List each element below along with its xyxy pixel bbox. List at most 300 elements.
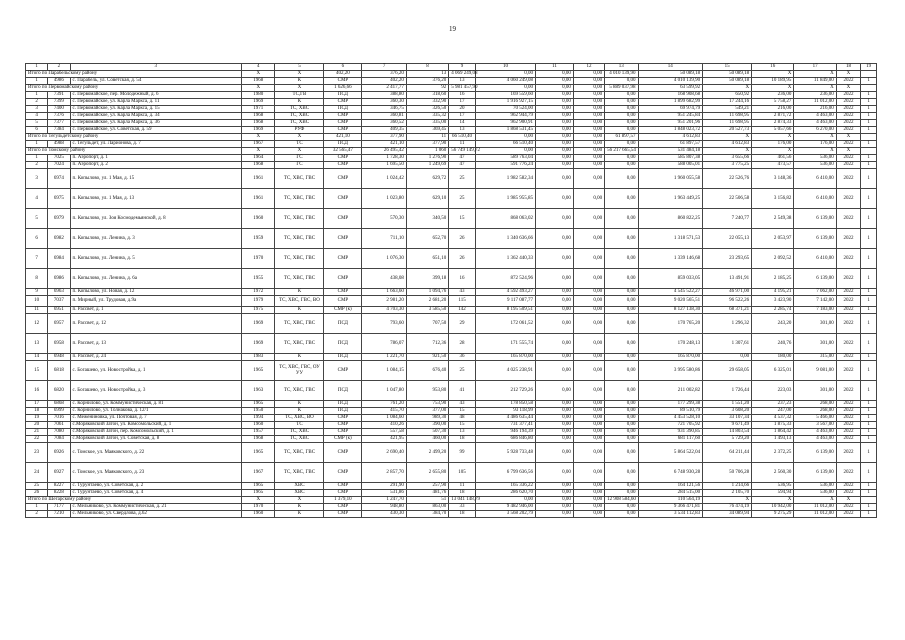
table-cell: 236,00 <box>752 92 794 99</box>
table-cell: 0,00 <box>573 361 604 381</box>
table-cell: 28 <box>449 334 476 354</box>
table-cell: 0,00 <box>536 189 574 209</box>
table-cell: 11 012,00 <box>794 511 836 518</box>
table-cell: 1 <box>861 296 877 307</box>
table-cell: СМР <box>324 511 362 518</box>
table-cell: 2022 <box>836 436 861 443</box>
table-cell: 1 249,69 <box>406 162 448 169</box>
table-cell: 1969 <box>242 99 275 106</box>
column-number-cell: 11 <box>536 64 574 71</box>
table-cell: 7377 <box>48 120 70 127</box>
table-cell: 2022 <box>836 99 861 106</box>
table-cell: 2022 <box>836 401 861 408</box>
table-cell: 2022 <box>836 120 861 127</box>
table-cell: 415,70 <box>362 408 407 415</box>
table-cell: 0,00 <box>605 120 638 127</box>
table-cell: 171 555,74 <box>475 334 535 354</box>
table-cell: СМР <box>324 120 362 127</box>
table-cell: 676,40 <box>406 361 448 381</box>
table-cell: 1 <box>861 314 877 334</box>
table-cell: 1 <box>861 361 877 381</box>
table-row <box>26 92 877 99</box>
table-cell: 0,00 <box>573 401 604 408</box>
table-cell: СМР <box>324 429 362 436</box>
table-cell: ГС <box>275 155 324 162</box>
subtotal-label: Итого по Парабельскому району <box>26 71 242 78</box>
table-cell: 0,00 <box>605 422 638 429</box>
table-cell: СМР <box>324 504 362 511</box>
table-cell: 0,00 <box>573 209 604 229</box>
table-row <box>26 99 877 106</box>
table-cell: 8 <box>26 269 48 289</box>
table-cell: 15 <box>449 422 476 429</box>
table-cell: 9 117 087,77 <box>475 296 535 307</box>
table-cell: 421,10 <box>362 141 407 148</box>
table-cell: X <box>752 134 794 141</box>
table-cell: 962 900,91 <box>475 120 535 127</box>
table-cell: 6927 <box>48 463 70 483</box>
table-cell: 0,00 <box>573 463 604 483</box>
table-cell: К <box>275 408 324 415</box>
table-cell: 15 <box>449 209 476 229</box>
table-cell: с. Корнилово, ул. Коммунистическая, д. 81 <box>70 401 242 408</box>
table-cell: 1 551,20 <box>703 401 752 408</box>
table-cell: 1 <box>861 229 877 249</box>
table-cell: 89 510,79 <box>638 408 703 415</box>
table-cell: 1 848 023,72 <box>638 127 703 134</box>
table-cell: К <box>275 307 324 314</box>
table-cell: 6 799 636,56 <box>475 463 535 483</box>
column-number-cell: 12 <box>573 64 604 71</box>
table-cell: СМР <box>324 162 362 169</box>
table-cell: 1 <box>861 189 877 209</box>
table-cell: 2 499,20 <box>406 443 448 463</box>
table-cell: 5 057,66 <box>752 127 794 134</box>
table-cell: ПСД <box>324 354 362 361</box>
table-cell: 5 928 733,48 <box>475 443 535 463</box>
table-cell: X <box>242 85 275 92</box>
table-cell: 1967 <box>242 141 275 148</box>
table-cell: 4 612,83 <box>703 141 752 148</box>
table-cell: 105 <box>449 463 476 483</box>
table-cell: п. Рассвет, д. 1 <box>70 307 242 314</box>
table-cell: 1964 <box>242 155 275 162</box>
table-cell: 13 <box>26 334 48 354</box>
table-cell: 2 053,97 <box>752 229 794 249</box>
table-cell: 6 410,00 <box>794 249 836 269</box>
table-cell: 216,00 <box>752 106 794 113</box>
table-cell: 13 041 148,79 <box>449 497 476 504</box>
column-number-cell: 14 <box>638 64 703 71</box>
table-cell: СМР <box>324 229 362 249</box>
table-cell: 7400 <box>48 106 70 113</box>
table-cell: 0,00 <box>605 162 638 169</box>
table-cell: 0,00 <box>605 415 638 422</box>
table-cell: 6979 <box>48 209 70 229</box>
table-cell: 1969 <box>242 127 275 134</box>
table-cell: 4 010 139,90 <box>605 71 638 78</box>
table-cell: 1 <box>861 162 877 169</box>
table-cell: 19 <box>26 415 48 422</box>
table-cell: 0,00 <box>573 99 604 106</box>
table-cell: п. Копылово, ул. Зоя Космодемьянской, д. 8 <box>70 209 242 229</box>
table-cell: X <box>752 71 794 78</box>
table-cell: ПСД <box>324 106 362 113</box>
table-cell: 2022 <box>836 249 861 269</box>
table-cell: 0,00 <box>536 134 574 141</box>
table-cell: 5 729,20 <box>703 436 752 443</box>
table-cell: ТС <box>275 422 324 429</box>
table-cell: 0,00 <box>605 483 638 490</box>
table-cell: 4 463,00 <box>794 113 836 120</box>
table-cell: 1 963 449,25 <box>638 189 703 209</box>
table-cell: 536,00 <box>794 162 836 169</box>
table-cell: ТС, ХВС, ГВС <box>275 463 324 483</box>
table-cell: 2 105,70 <box>703 490 752 497</box>
table-cell: 1 214,66 <box>703 483 752 490</box>
table-cell: 17 244,16 <box>703 99 752 106</box>
table-cell: 0,00 <box>573 497 604 504</box>
table-cell: 1 <box>26 504 48 511</box>
table-cell: 591 776,24 <box>475 162 535 169</box>
table-cell: X <box>703 497 752 504</box>
table-cell: 2 857,70 <box>362 463 407 483</box>
table-cell: СМР <box>324 296 362 307</box>
table-cell: 0,00 <box>573 436 604 443</box>
table-cell: 0,00 <box>475 85 535 92</box>
table-cell: 29 <box>449 314 476 334</box>
table-cell: 0,00 <box>605 443 638 463</box>
table-cell: 1960 <box>242 511 275 518</box>
table-cell: X <box>836 134 861 141</box>
table-cell: 20 <box>26 422 48 429</box>
table-cell: 0,00 <box>536 408 574 415</box>
table-cell: К <box>275 289 324 296</box>
table-cell: 1957 <box>242 429 275 436</box>
table-cell: 686 846,80 <box>475 436 535 443</box>
table-cell: 0,00 <box>536 443 574 463</box>
table-cell: 6820 <box>48 381 70 401</box>
table-cell: 1 <box>861 92 877 99</box>
column-number-cell: 9 <box>449 64 476 71</box>
table-cell: п. Копылово, ул. Ленина, д. 3 <box>70 229 242 249</box>
table-cell: 142 <box>449 307 476 314</box>
table-cell: 3 156,82 <box>752 189 794 209</box>
table-cell: 301,00 <box>794 381 836 401</box>
table-cell: п. Мирный, ул. Трудовая, д.9а <box>70 296 242 307</box>
table-cell: 2022 <box>836 334 861 354</box>
column-number-cell: 18 <box>836 64 861 71</box>
table-cell: 651,10 <box>406 249 448 269</box>
table-cell: 50 089,18 <box>703 78 752 85</box>
table-cell: X <box>752 85 794 92</box>
table-cell: 377,90 <box>406 141 448 148</box>
table-cell: 0,00 <box>536 429 574 436</box>
table-cell: 0,00 <box>536 296 574 307</box>
table-cell: X <box>836 71 861 78</box>
table-cell: ТС, ХВС <box>275 106 324 113</box>
table-cell: 2022 <box>836 443 861 463</box>
table-cell: X <box>836 497 861 504</box>
table-cell: 0,00 <box>573 92 604 99</box>
table-cell: 1968 <box>242 113 275 120</box>
table-cell: 1968 <box>242 120 275 127</box>
table-row <box>26 415 877 422</box>
table-cell: 2 285,74 <box>752 307 794 314</box>
table-cell: 43 <box>449 401 476 408</box>
table-cell: 335,32 <box>406 113 448 120</box>
table-cell: 2 560,30 <box>752 463 794 483</box>
table-cell: СМР <box>324 415 362 422</box>
table-row <box>26 296 877 307</box>
table-cell: ПСД <box>324 314 362 334</box>
table-cell: 70 524,00 <box>475 106 535 113</box>
table-cell: 2022 <box>836 127 861 134</box>
table-cell: 0,00 <box>605 169 638 189</box>
table-cell: ТС, ХВС <box>275 120 324 127</box>
table-cell: 1 <box>861 169 877 189</box>
table-cell: п. Рассвет, д. 13 <box>70 334 242 354</box>
table-cell: 0,00 <box>605 127 638 134</box>
table-cell: 9 <box>26 289 48 296</box>
table-cell: 4 537,32 <box>752 415 794 422</box>
table-cell: 247,00 <box>752 408 794 415</box>
table-cell: СМР <box>324 483 362 490</box>
table-cell: 13 <box>449 127 476 134</box>
table-cell: 0,00 <box>573 148 604 155</box>
table-cell: 931 390,85 <box>638 429 703 436</box>
table-cell: 2022 <box>836 307 861 314</box>
table-cell: 2 <box>26 162 48 169</box>
table-cell: 4 195,21 <box>752 289 794 296</box>
table-cell: 237,23 <box>752 401 794 408</box>
table-cell: 594,94 <box>752 490 794 497</box>
table-cell: 2 874,33 <box>752 120 794 127</box>
table-cell: 1 875,33 <box>752 422 794 429</box>
table-cell: 0,00 <box>605 429 638 436</box>
table-cell: 14 <box>26 354 48 361</box>
table-cell: ХВС <box>275 483 324 490</box>
table-cell: 2 549,38 <box>752 209 794 229</box>
table-cell: 9 482 946,00 <box>475 504 535 511</box>
table-cell: 7084 <box>48 436 70 443</box>
table-cell: 7037 <box>48 296 70 307</box>
table-cell: 25 <box>449 169 476 189</box>
table-row <box>26 249 877 269</box>
table-cell: 6951 <box>48 307 70 314</box>
table-cell: 4 592 493,27 <box>475 289 535 296</box>
table-cell: 1 985 955,85 <box>475 189 535 209</box>
table-cell: 2022 <box>836 92 861 99</box>
table-cell: 1 916 927,15 <box>475 99 535 106</box>
table-cell: ТС, ХВС, ГВС <box>275 334 324 354</box>
table-cell: 2 417,77 <box>362 85 407 92</box>
table-cell: X <box>836 148 861 155</box>
table-cell: 0,00 <box>605 511 638 518</box>
table-cell: 2022 <box>836 354 861 361</box>
table-cell: 92 <box>406 85 448 92</box>
table-cell: СМР <box>324 463 362 483</box>
table-cell: 0,00 <box>573 334 604 354</box>
table-cell: 0,00 <box>605 307 638 314</box>
table-cell: 1 362 440,33 <box>475 249 535 269</box>
table-cell: 6926 <box>48 443 70 463</box>
table-cell: 2022 <box>836 483 861 490</box>
table-cell: 0,00 <box>536 99 574 106</box>
table-cell: п. Копылово, ул. 1 Мая, д. 13 <box>70 189 242 209</box>
table-cell: X <box>275 497 324 504</box>
table-cell: 1960 <box>242 422 275 429</box>
table-cell: 1980 <box>242 92 275 99</box>
table-cell: 2022 <box>836 162 861 169</box>
table-cell: 0,00 <box>536 249 574 269</box>
table-cell: 223,03 <box>752 381 794 401</box>
table-cell: 0,00 <box>536 162 574 169</box>
table-cell: X <box>275 134 324 141</box>
table-cell: К <box>275 401 324 408</box>
table-cell: 4 <box>26 189 48 209</box>
table-row <box>26 289 877 296</box>
table-cell: 11 012,00 <box>794 99 836 106</box>
table-cell: 1968 <box>242 78 275 85</box>
table-cell: 360,30 <box>362 99 407 106</box>
table-cell: 23 293,65 <box>703 249 752 269</box>
table-cell: 0,00 <box>573 490 604 497</box>
table-cell: X <box>703 148 752 155</box>
table-cell: 50 089,18 <box>703 71 752 78</box>
table-cell: 2022 <box>836 490 861 497</box>
subtotal-label: Итого по Шегарскому району <box>26 497 242 504</box>
table-row <box>26 429 877 436</box>
table-cell: 1 <box>861 269 877 289</box>
table-cell: 0,00 <box>573 296 604 307</box>
table-cell: 11 <box>406 134 448 141</box>
table-cell: 1 247,70 <box>362 497 407 504</box>
table-cell: 99 <box>449 443 476 463</box>
table-cell: 177 299,38 <box>638 401 703 408</box>
table-cell: 4 463,00 <box>794 429 836 436</box>
table-cell: 6 270,00 <box>794 127 836 134</box>
table-cell: 7025 <box>48 155 70 162</box>
table-cell: 6975 <box>48 189 70 209</box>
table-cell: 3 567,00 <box>794 422 836 429</box>
table-cell: 2022 <box>836 229 861 249</box>
table-cell: 110 564,19 <box>638 497 703 504</box>
table-cell: 0,00 <box>605 463 638 483</box>
table-row <box>26 443 877 463</box>
table-row <box>26 381 877 401</box>
table-cell: 1 023,80 <box>362 189 407 209</box>
table-cell: 1 <box>861 334 877 354</box>
table-cell: 0,00 <box>536 155 574 162</box>
table-cell: 15 <box>449 408 476 415</box>
table-cell: 4 <box>26 113 48 120</box>
table-cell: 1 <box>861 307 877 314</box>
table-cell: X <box>794 148 836 155</box>
table-cell: 22 055,13 <box>703 229 752 249</box>
table-cell: 2022 <box>836 361 861 381</box>
subtotal-row <box>26 85 877 92</box>
table-row <box>26 511 877 518</box>
table-cell: 1970 <box>242 249 275 269</box>
table-cell: 438,08 <box>362 269 407 289</box>
table-cell: 1959 <box>242 229 275 249</box>
table-cell: 1 <box>861 78 877 85</box>
table-cell: 5 981 457,90 <box>449 85 476 92</box>
table-cell: ТС, ХВС, ГВС <box>275 269 324 289</box>
table-row <box>26 504 877 511</box>
table-cell: 0,00 <box>573 169 604 189</box>
table-cell: 6948 <box>48 354 70 361</box>
table-cell: 473,57 <box>752 162 794 169</box>
table-cell: 10 <box>26 296 48 307</box>
table-cell: 1967 <box>242 463 275 483</box>
table-cell: 460,00 <box>406 436 448 443</box>
table-cell: 4986 <box>48 78 70 85</box>
table-cell: 17 <box>449 113 476 120</box>
table-cell: с. Первомайское, ул. Карла Маркса, д. 15 <box>70 106 242 113</box>
table-cell: ПСД <box>324 401 362 408</box>
table-cell: 1 094,76 <box>406 289 448 296</box>
table-cell: 0,00 <box>536 401 574 408</box>
table-cell: 18 <box>449 436 476 443</box>
table-cell: 1968 <box>242 162 275 169</box>
table-cell: ТС, ХВС, ГВС, ВО <box>275 296 324 307</box>
table-cell: 3 655,66 <box>703 155 752 162</box>
table-cell: 0,00 <box>536 511 574 518</box>
table-cell: 1 <box>861 504 877 511</box>
table-cell: 863,00 <box>406 504 448 511</box>
table-cell: 47 <box>449 155 476 162</box>
table-cell: 20 527,73 <box>703 127 752 134</box>
table-cell: 13 <box>406 71 448 78</box>
table-body <box>26 64 877 518</box>
table-row <box>26 229 877 249</box>
table-cell: 47 <box>449 162 476 169</box>
table-cell: 0,00 <box>605 113 638 120</box>
table-cell: с. Корнилово, ул. Толнакова, д. 12/1 <box>70 408 242 415</box>
table-cell: 6 139,00 <box>794 269 836 289</box>
table-cell: 0,00 <box>573 511 604 518</box>
table-cell: с. Первомайское, ул. Карла Маркса, д. 36 <box>70 120 242 127</box>
table-cell: 11 849,00 <box>794 78 836 85</box>
table-cell: 989,30 <box>406 415 448 422</box>
table-cell: 2 <box>26 511 48 518</box>
table-cell: 301,00 <box>794 314 836 334</box>
table-cell: с. Мельниково, ул. Коммунистическая, д. 21 <box>70 504 242 511</box>
table-cell: 268,00 <box>794 401 836 408</box>
table-cell: 26 495,42 <box>362 148 407 155</box>
table-cell: 2022 <box>836 269 861 289</box>
table-cell: 332,90 <box>406 99 448 106</box>
table-cell: 11 012,00 <box>794 504 836 511</box>
table-cell: 5 466,00 <box>794 415 836 422</box>
table-cell: 4 545 522,27 <box>638 289 703 296</box>
table-cell: 1 <box>861 429 877 436</box>
table-cell: 1965 <box>242 483 275 490</box>
table-cell: 2022 <box>836 408 861 415</box>
table-cell: 0,00 <box>536 381 574 401</box>
table-cell: 0,00 <box>605 361 638 381</box>
table-cell: 711,10 <box>362 229 407 249</box>
table-cell: 0,00 <box>536 307 574 314</box>
table-cell: ПСД <box>324 381 362 401</box>
table-cell: 2022 <box>836 296 861 307</box>
table-cell: 1 <box>861 490 877 497</box>
table-cell: 1 864,42 <box>752 429 794 436</box>
table-cell: 26 <box>449 229 476 249</box>
table-cell: 0,00 <box>605 381 638 401</box>
